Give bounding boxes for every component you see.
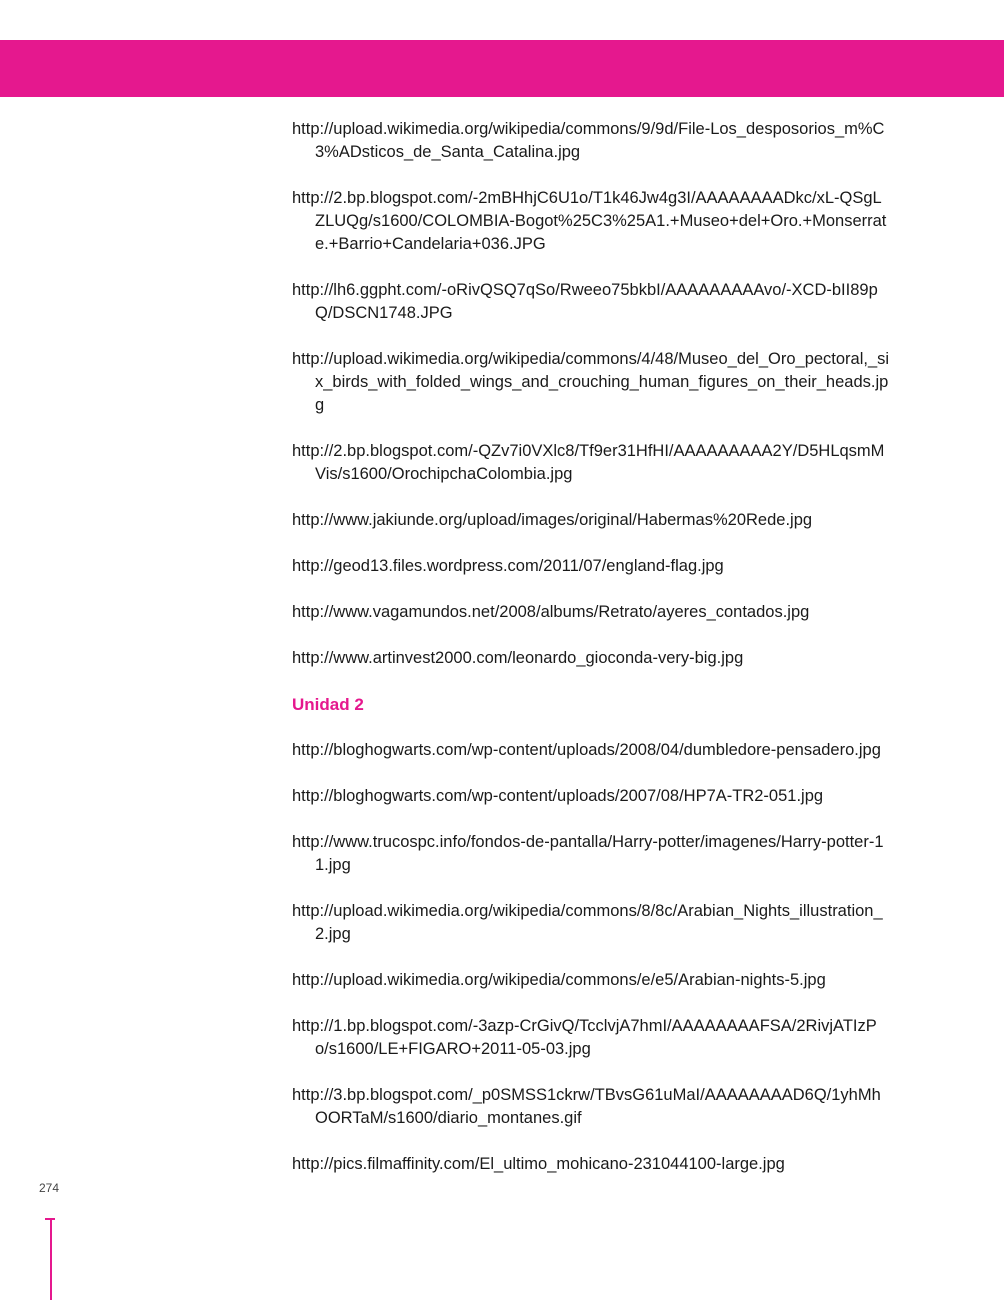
page-number: 274	[39, 1181, 60, 1195]
reference-link[interactable]: http://www.trucospc.info/fondos-de-pantalla/Harry-potter/imagenes/Harry-potter-11.jpg	[292, 833, 884, 874]
reference-link[interactable]: http://upload.wikimedia.org/wikipedia/commons/4/48/Museo_del_Oro_pectoral,_six_birds_with_folded_wings_and_crouching_human_figures_on_their_heads.jpg	[292, 350, 890, 414]
reference-link[interactable]: http://bloghogwarts.com/wp-content/uploads/2007/08/HP7A-TR2-051.jpg	[292, 787, 824, 805]
reference-link[interactable]: http://lh6.ggpht.com/-oRivQSQ7qSo/Rweeo75bkbI/AAAAAAAAAvo/-XCD-bII89pQ/DSCN1748.JPG	[292, 281, 878, 322]
reference-link[interactable]: http://2.bp.blogspot.com/-2mBHhjC6U1o/T1k46Jw4g3I/AAAAAAAADkc/xL-QSgLZLUQg/s1600/COLOMBIA-Bogot%25C3%25A1.+Museo+del+Oro.+Monserrate.+Barrio+Candelaria+036.JPG	[292, 189, 887, 253]
reference-link[interactable]: http://1.bp.blogspot.com/-3azp-CrGivQ/TcclvjA7hmI/AAAAAAAAFSA/2RivjATIzPo/s1600/LE+FIGARO+2011-05-03.jpg	[292, 1017, 877, 1058]
reference-link[interactable]: http://geod13.files.wordpress.com/2011/07/england-flag.jpg	[292, 557, 724, 575]
reference-link[interactable]: http://upload.wikimedia.org/wikipedia/commons/8/8c/Arabian_Nights_illustration_2.jpg	[292, 902, 883, 943]
reference-link[interactable]: http://2.bp.blogspot.com/-QZv7i0VXlc8/Tf9er31HfHI/AAAAAAAAA2Y/D5HLqsmMVis/s1600/OrochipchaColombia.jpg	[292, 442, 885, 483]
section-title-unidad-2: Unidad 2	[292, 695, 364, 714]
references-content	[292, 118, 890, 1199]
reference-link[interactable]: http://upload.wikimedia.org/wikipedia/commons/9/9d/File-Los_desposorios_m%C3%ADsticos_de_Santa_Catalina.jpg	[292, 120, 885, 161]
reference-link[interactable]: http://www.artinvest2000.com/leonardo_gioconda-very-big.jpg	[292, 649, 744, 667]
reference-link[interactable]: http://pics.filmaffinity.com/El_ultimo_mohicano-231044100-large.jpg	[292, 1155, 785, 1173]
reference-link[interactable]: http://www.jakiunde.org/upload/images/original/Habermas%20Rede.jpg	[292, 511, 813, 529]
header-band	[0, 40, 1004, 97]
reference-link[interactable]: http://www.vagamundos.net/2008/albums/Retrato/ayeres_contados.jpg	[292, 603, 810, 621]
reference-link[interactable]: http://bloghogwarts.com/wp-content/uploads/2008/04/dumbledore-pensadero.jpg	[292, 741, 881, 759]
reference-link[interactable]: http://3.bp.blogspot.com/_p0SMSS1ckrw/TBvsG61uMaI/AAAAAAAAD6Q/1yhMhOORTaM/s1600/diario_montanes.gif	[292, 1086, 881, 1127]
reference-link[interactable]: http://upload.wikimedia.org/wikipedia/commons/e/e5/Arabian-nights-5.jpg	[292, 971, 826, 989]
margin-rule	[50, 1218, 52, 1300]
